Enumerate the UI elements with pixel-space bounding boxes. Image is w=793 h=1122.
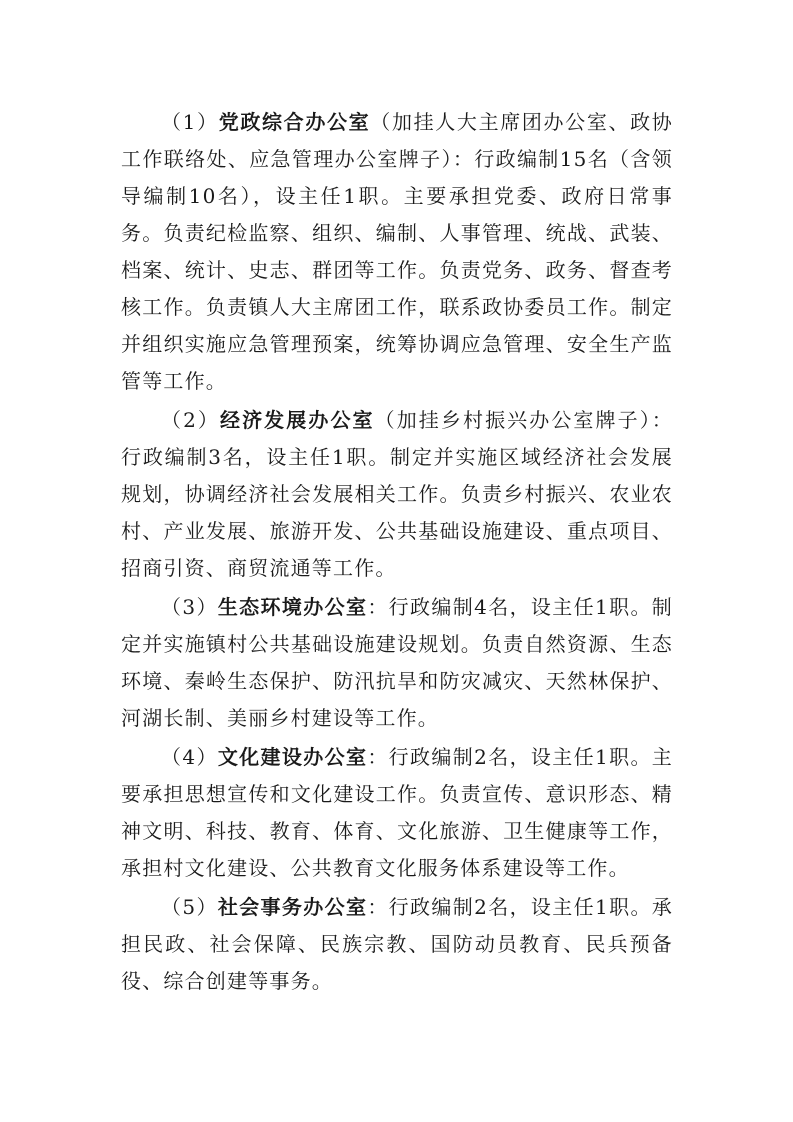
section-heading: 党政综合办公室 [218,110,371,134]
section-paragraph-5 [121,889,673,1000]
section-heading: 社会事务办公室 [217,895,368,919]
section-number: （2） [161,408,220,432]
section-body: ：行政编制2名，设主任1职。承担民政、社会保障、民族宗教、国防动员教育、民兵预备役、综合创建等事务。 [121,895,674,993]
section-paragraph-2 [121,402,673,587]
section-paragraph-4 [121,739,673,887]
section-body: （加挂乡村振兴办公室牌子）：行政编制3名，设主任1职。制定并实施区域经济社会发展规划，协调经济社会发展相关工作。负责乡村振兴、农业农村、产业发展、旅游开发、公共基础设施建设、重点项目、招商引资、商贸流通等工作。 [121,408,673,580]
section-paragraph-1 [121,104,673,400]
section-body: （加挂人大主席团办公室、政协工作联络处、应急管理办公室牌子）：行政编制15名（含领导编制10名），设主任1职。主要承担党委、政府日常事务。负责纪检监察、组织、编制、人事管理、统战、武装、档案、统计、史志、群团等工作。负责党务、政务、督查考核工作。负责镇人大主席团工作，联系政协委员工作。制定并组织实施应急管理预案，统筹协调应急管理、安全生产监管等工作。 [121,110,674,393]
section-heading: 经济发展办公室 [220,408,375,432]
section-body: ：行政编制4名，设主任1职。制定并实施镇村公共基础设施建设规划。负责自然资源、生态环境、秦岭生态保护、防汛抗旱和防灾减灾、天然林保护、河湖长制、美丽乡村建设等工作。 [121,595,674,730]
document-body [121,104,673,1002]
section-paragraph-3 [121,589,673,737]
section-number: （3） [161,595,218,619]
section-heading: 生态环境办公室 [217,595,368,619]
section-number: （1） [161,110,219,134]
section-number: （5） [161,895,218,919]
section-heading: 文化建设办公室 [217,745,368,769]
section-number: （4） [161,745,218,769]
section-body: ：行政编制2名，设主任1职。主要承担思想宣传和文化建设工作。负责宣传、意识形态、精神文明、科技、教育、体育、文化旅游、卫生健康等工作，承担村文化建设、公共教育文化服务体系建设等工作。 [121,745,674,880]
